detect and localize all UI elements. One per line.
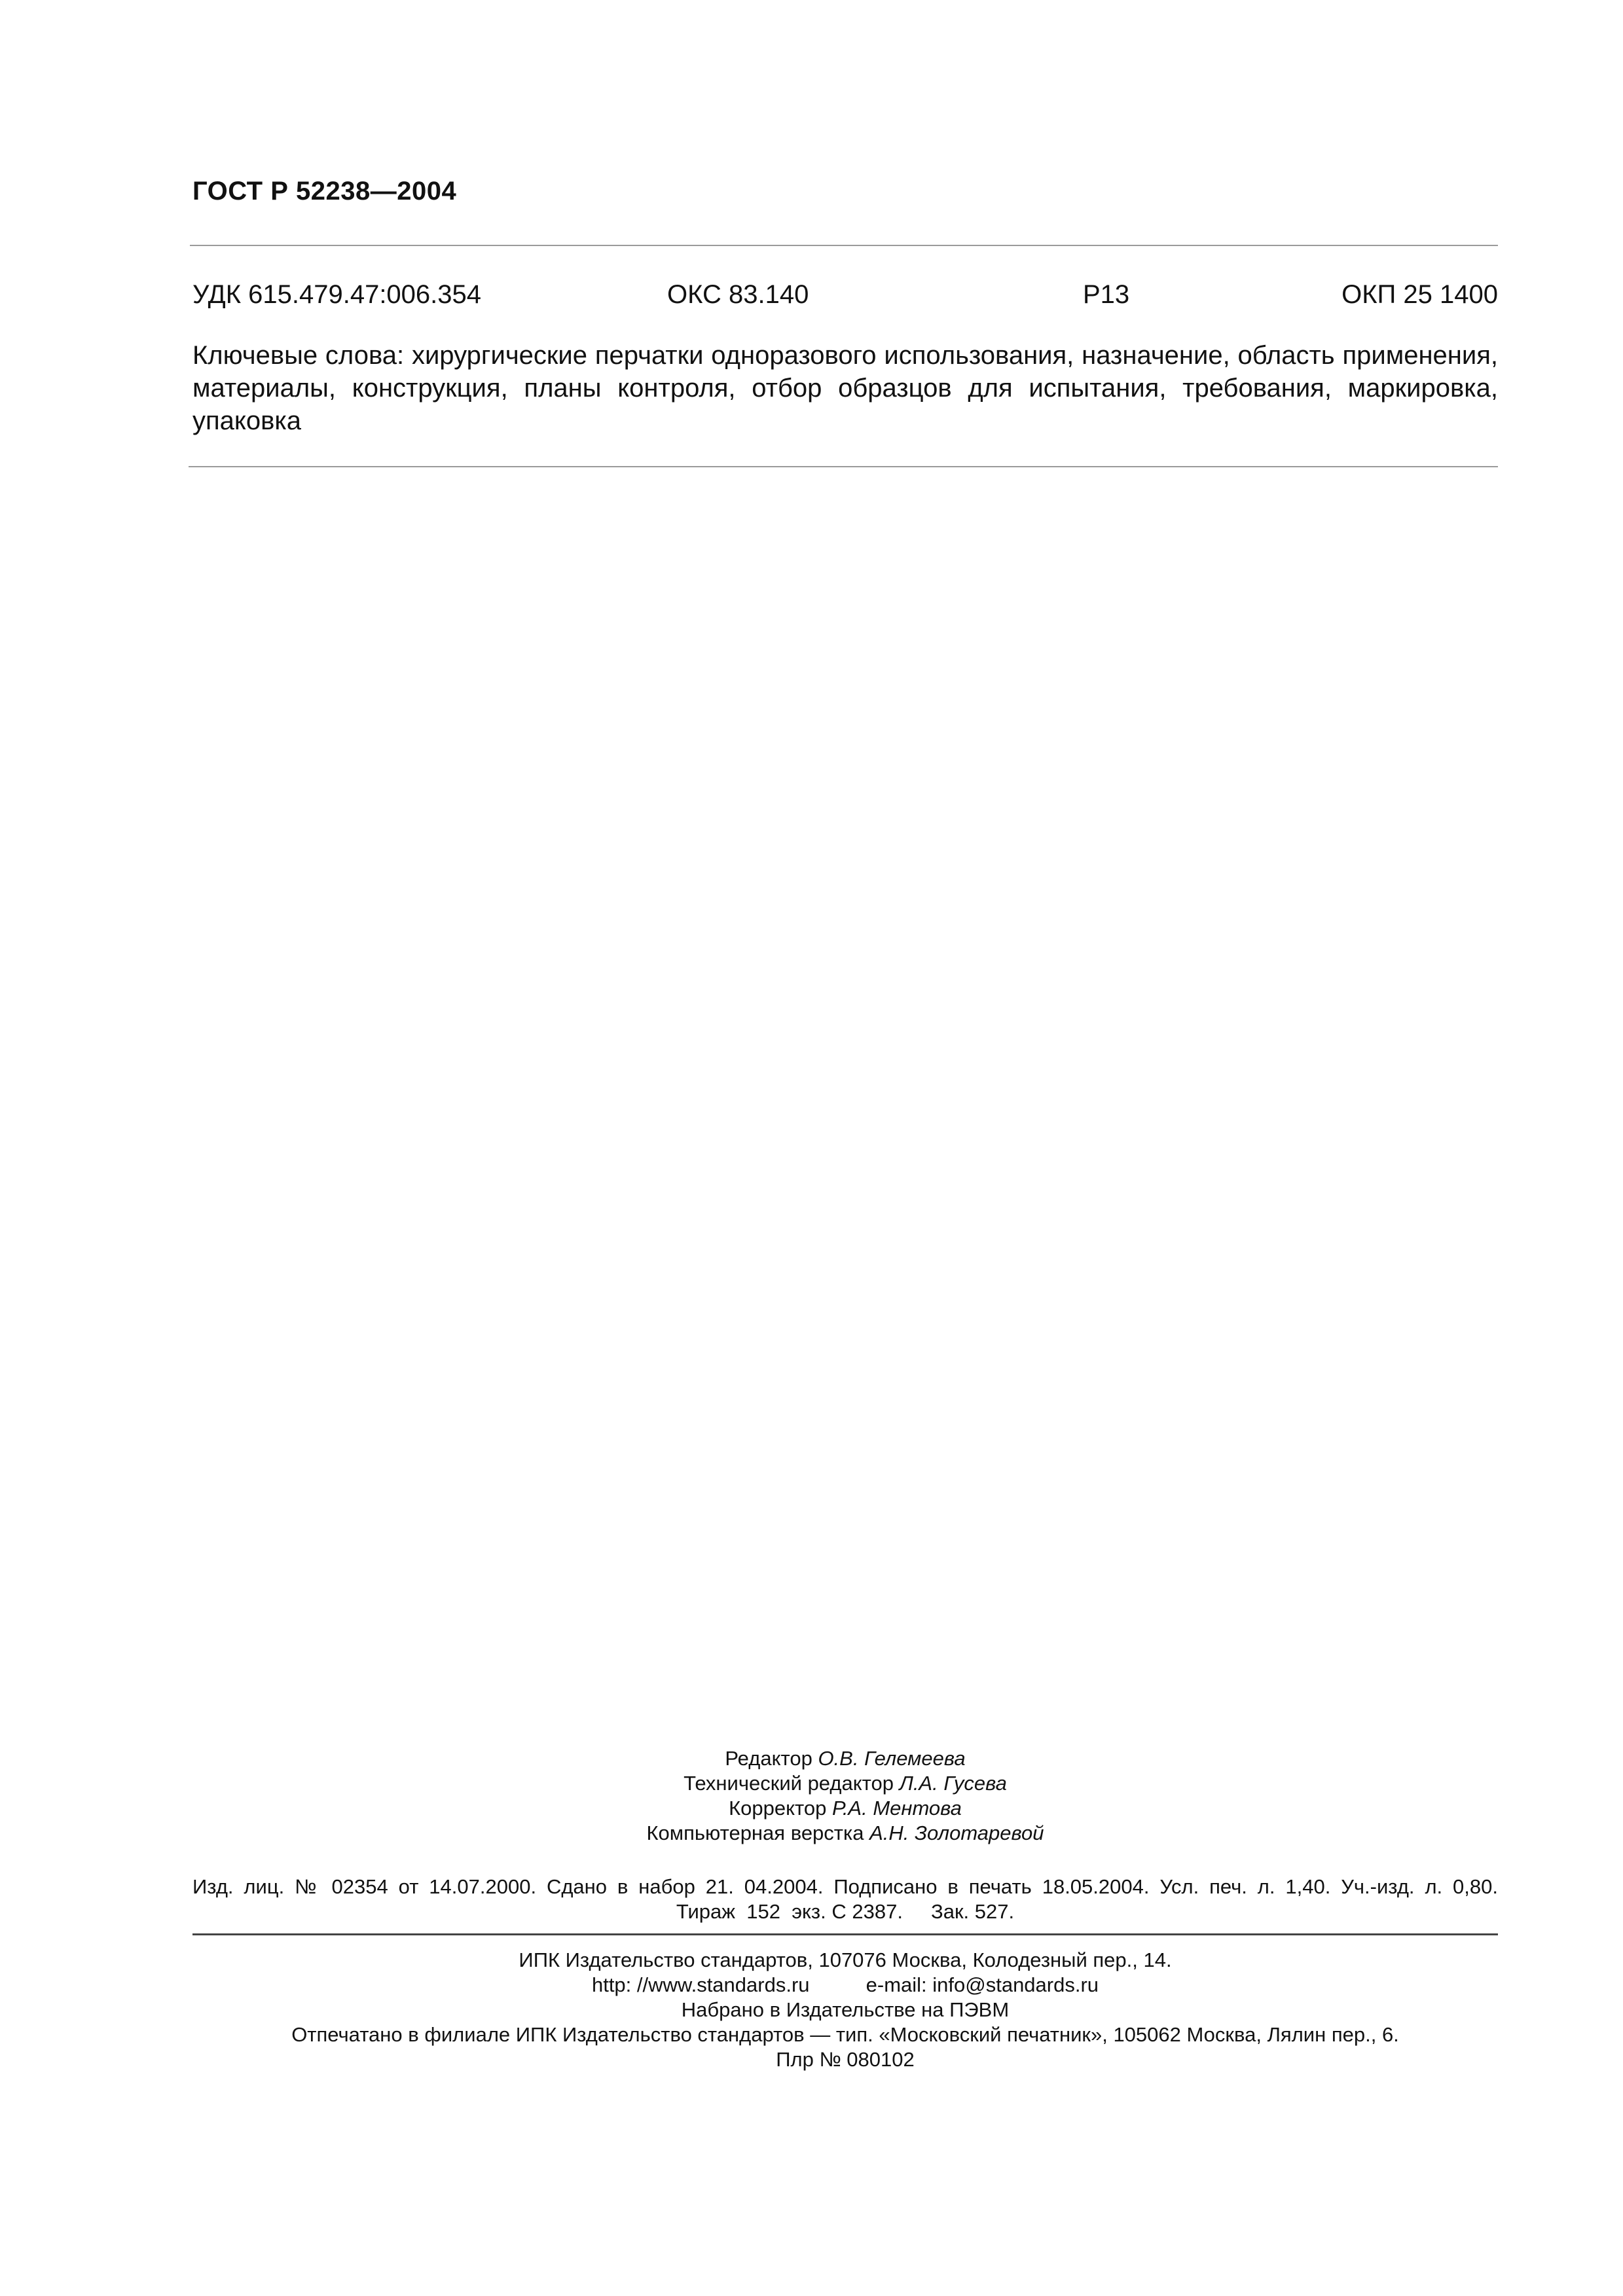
credits-block <box>192 1746 1498 1846</box>
credit-layout-name: А.Н. Золотаревой <box>869 1821 1044 1844</box>
credit-corrector-name: Р.А. Ментова <box>831 1797 962 1820</box>
credit-layout-label: Компьютерная верстка <box>646 1821 864 1844</box>
print-info-line-2: Тираж 152 экз. С 2387. Зак. 527. <box>676 1900 1015 1923</box>
credit-corrector <box>192 1796 1498 1821</box>
r-code: Р13 <box>1083 280 1130 309</box>
credit-tech-editor-name: Л.А. Гусева <box>899 1772 1007 1795</box>
imprint-block <box>192 1948 1498 2072</box>
page-header-standard-id: ГОСТ Р 52238—2004 <box>192 177 457 206</box>
credit-editor <box>192 1746 1498 1771</box>
imprint-plr: Плр № 080102 <box>776 2048 915 2071</box>
credit-corrector-label: Корректор <box>729 1797 827 1820</box>
classification-codes-row <box>192 280 1498 313</box>
okp-code: ОКП 25 1400 <box>1341 280 1498 309</box>
udk-code: УДК 615.479.47:006.354 <box>192 280 482 309</box>
credit-tech-editor <box>192 1771 1498 1796</box>
print-info-block <box>192 1874 1498 1924</box>
imprint-divider <box>192 1933 1498 1935</box>
keywords-divider <box>189 466 1498 467</box>
keywords-paragraph: Ключевые слова: хирургические перчатки одноразового использования, назначение, область применения, материалы, конструкция, планы контроля, отбор образцов для испытания, требования, маркировка, упаковка <box>192 341 1498 435</box>
oks-code: ОКС 83.140 <box>667 280 809 309</box>
credit-editor-name: О.В. Гелемеева <box>818 1747 966 1770</box>
credit-layout <box>192 1821 1498 1846</box>
credit-editor-label: Редактор <box>725 1747 812 1770</box>
header-divider <box>190 245 1498 246</box>
imprint-web-email: http: //www.standards.ru e-mail: info@standards.ru <box>591 1973 1099 1996</box>
print-info-line-1: Изд. лиц. № 02354 от 14.07.2000. Сдано в набор 21. 04.2004. Подписано в печать 18.05.2004. Усл. печ. л. 1,40. Уч.-изд. л. 0,80. <box>192 1875 1498 1898</box>
imprint-printed: Отпечатано в филиале ИПК Издательство стандартов — тип. «Московский печатник», 105062 Москва, Лялин пер., 6. <box>291 2023 1399 2046</box>
credit-tech-editor-label: Технический редактор <box>684 1772 894 1795</box>
imprint-typeset: Набрано в Издательстве на ПЭВМ <box>681 1998 1010 2021</box>
imprint-publisher: ИПК Издательство стандартов, 107076 Москва, Колодезный пер., 14. <box>519 1948 1172 1971</box>
